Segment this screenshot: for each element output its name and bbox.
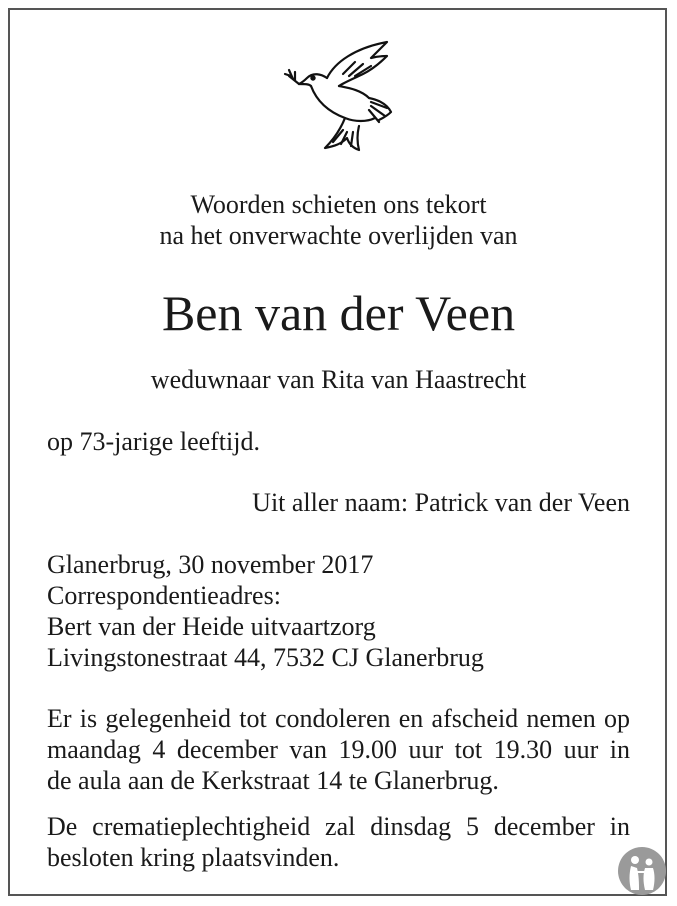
relation-line: weduwnaar van Rita van Haastrecht [150, 365, 527, 394]
condolence-line-3: de aula aan de Kerkstraat 14 te Glanerbrug. [47, 766, 499, 795]
cremation-paragraph [47, 811, 630, 873]
dove-icon [283, 38, 395, 154]
place-date: Glanerbrug, 30 november 2017 [47, 550, 374, 579]
intro-line-2: na het onverwachte overlijden van [159, 221, 518, 250]
condolence-line-1: Er is gelegenheid tot condoleren en afscheid nemen op [47, 704, 630, 733]
intro-line-1: Woorden schieten ons tekort [190, 190, 487, 219]
condolence-paragraph [47, 703, 630, 796]
memorial-badge-icon [617, 846, 667, 896]
cremation-line-1: De crematieplechtigheid zal dinsdag 5 december in [47, 812, 630, 841]
cremation-line-2: besloten kring plaatsvinden. [47, 843, 340, 872]
correspondence-address: Livingstonestraat 44, 7532 CJ Glanerbrug [47, 643, 484, 672]
correspondence-name: Bert van der Heide uitvaartzorg [47, 612, 376, 641]
correspondence-label: Correspondentieadres: [47, 581, 281, 610]
condolence-line-2: maandag 4 december van 19.00 uur tot 19.30 uur in [47, 735, 630, 764]
signed-line: Uit aller naam: Patrick van der Veen [252, 488, 630, 517]
age-line: op 73-jarige leeftijd. [47, 427, 260, 456]
deceased-name: Ben van der Veen [161, 285, 516, 341]
